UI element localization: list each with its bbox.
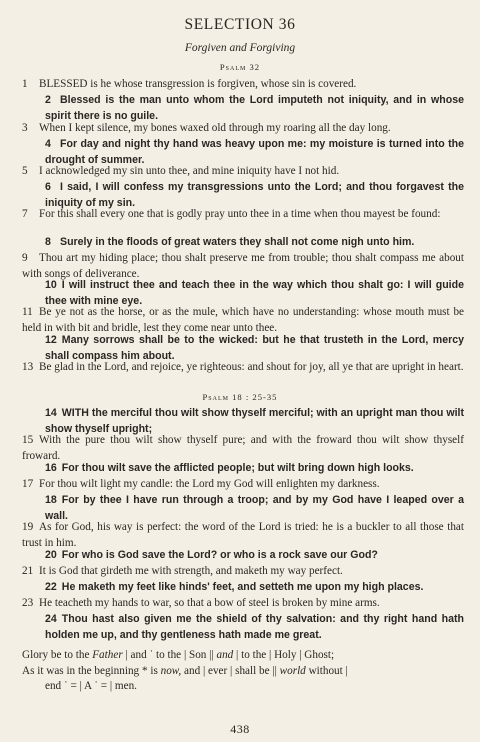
verse bbox=[22, 207, 464, 223]
verse-number: 21 bbox=[22, 565, 34, 577]
page-number: 438 bbox=[230, 722, 250, 736]
verse-text: It is God that girdeth me with strength, and maketh my way perfect. bbox=[39, 565, 343, 577]
verse-number: 18 bbox=[45, 494, 57, 506]
verse-text: He teacheth my hands to war, so that a bow of steel is broken by mine arms. bbox=[39, 597, 380, 609]
verse-number: 13 bbox=[22, 361, 34, 373]
verse-text: For thou wilt light my candle: the Lord my God will enlighten my darkness. bbox=[39, 478, 380, 490]
verse-text: For day and night thy hand was heavy upon me: my moisture is turned into the drought of summer. bbox=[45, 138, 464, 166]
verse-number: 7 bbox=[22, 208, 28, 220]
gloria-emphasis: and bbox=[216, 649, 234, 661]
gloria-text: | to the | Holy | Ghost; bbox=[233, 649, 335, 661]
verse bbox=[22, 564, 464, 580]
verse-number: 15 bbox=[22, 434, 34, 446]
verse-text: Thou art my hiding place; thou shalt preserve me from trouble; thou shalt compass me about with songs of deliverance. bbox=[22, 252, 464, 280]
response-verse bbox=[45, 93, 464, 124]
gloria-text: As it was in the beginning * is bbox=[22, 664, 161, 677]
verse-text: Many sorrows shall be to the wicked: but he that trusteth in the Lord, mercy shall compass him about. bbox=[45, 334, 464, 362]
verse-number: 8 bbox=[45, 236, 51, 248]
verse-text: I acknowledged my sin unto thee, and mine iniquity have I not hid. bbox=[39, 165, 340, 177]
gloria-line bbox=[22, 648, 464, 664]
verse bbox=[22, 164, 464, 180]
gloria-text: without | bbox=[305, 664, 348, 677]
verse-text: Surely in the floods of great waters they shall not come nigh unto him. bbox=[60, 236, 415, 248]
verse-number: 10 bbox=[45, 279, 57, 291]
verse bbox=[22, 360, 464, 376]
verse-number: 2 bbox=[45, 94, 51, 106]
gloria-line bbox=[22, 664, 464, 680]
verse-text: For who is God save the Lord? or who is a rock save our God? bbox=[61, 549, 378, 561]
verse-text: BLESSED is he whose transgression is forgiven, whose sin is covered. bbox=[39, 78, 357, 90]
verse bbox=[22, 596, 464, 612]
verse-number: 11 bbox=[22, 306, 33, 318]
verse-number: 23 bbox=[22, 597, 34, 609]
verse-text: He maketh my feet like hinds' feet, and setteth me upon my high places. bbox=[61, 581, 424, 593]
verse-text: Thou hast also given me the shield of thy salvation: and thy right hand hath holden me up, and thy gentleness hath made me great. bbox=[45, 613, 464, 641]
verse bbox=[22, 121, 464, 137]
selection-subtitle: Forgiven and Forgiving bbox=[184, 42, 296, 54]
gloria-patri bbox=[22, 648, 464, 695]
verse-text: As for God, his way is perfect: the word of the Lord is tried: he is a buckler to all those that trust in him. bbox=[22, 521, 464, 549]
verse-text: For this shall every one that is godly pray unto thee in a time when thou mayest be found: bbox=[39, 208, 441, 220]
gloria-line: end ˙ = | A ˙ = | men. bbox=[45, 680, 137, 693]
verse-text: For thou wilt save the afflicted people; but wilt bring down high looks. bbox=[61, 462, 414, 474]
verse-number: 6 bbox=[45, 181, 51, 193]
verse-number: 24 bbox=[45, 613, 57, 625]
selection-title: SELECTION 36 bbox=[184, 16, 296, 33]
verse-text: For by thee I have run through a troop; and by my God have I leaped over a wall. bbox=[45, 494, 464, 522]
verse-number: 1 bbox=[22, 78, 28, 90]
response-verse bbox=[45, 548, 464, 564]
verse bbox=[22, 433, 464, 464]
verse-number: 3 bbox=[22, 122, 28, 134]
gloria-emphasis: world bbox=[279, 664, 306, 677]
verse-text: When I kept silence, my bones waxed old through my roaring all the day long. bbox=[39, 122, 391, 134]
verse bbox=[22, 305, 464, 336]
verse bbox=[22, 477, 464, 493]
verse-number: 17 bbox=[22, 478, 34, 490]
verse-text: I will instruct thee and teach thee in the way which thou shalt go: I will guide thee with mine eye. bbox=[45, 279, 464, 307]
verse-number: 20 bbox=[45, 549, 57, 561]
verse-number: 12 bbox=[45, 334, 57, 346]
verse-text: WITH the merciful thou wilt show thyself merciful; with an upright man thou wilt show thyself upright; bbox=[45, 407, 464, 435]
psalm-heading: Psalm 32 bbox=[219, 62, 261, 72]
verse-number: 16 bbox=[45, 462, 57, 474]
verse-text: Blessed is the man unto whom the Lord imputeth not iniquity, and in whose spirit there is no guile. bbox=[45, 94, 464, 122]
gloria-text: and | ever | shall be || bbox=[181, 664, 280, 677]
response-verse bbox=[45, 461, 464, 477]
gloria-text: | and ˙ to the | Son || bbox=[122, 649, 217, 661]
gloria-text: Glory be to the bbox=[22, 649, 93, 661]
gloria-emphasis: now, bbox=[160, 664, 182, 677]
verse-number: 5 bbox=[22, 165, 28, 177]
response-verse bbox=[45, 580, 464, 596]
response-verse bbox=[45, 235, 464, 251]
gloria-emphasis: Father bbox=[92, 649, 123, 661]
verse-number: 19 bbox=[22, 521, 34, 533]
verse-number: 9 bbox=[22, 252, 28, 264]
psalm-heading: Psalm 18 : 25-35 bbox=[202, 392, 278, 402]
verse-number: 4 bbox=[45, 138, 51, 150]
verse bbox=[22, 520, 464, 551]
verse-text: Be glad in the Lord, and rejoice, ye righteous: and shout for joy, all ye that are upright in heart. bbox=[39, 361, 464, 373]
verse-text: I said, I will confess my transgressions unto the Lord; and thou forgavest the iniquity of my sin. bbox=[45, 181, 464, 209]
verse-text: With the pure thou wilt show thyself pure; and with the froward thou wilt show thyself froward. bbox=[22, 434, 464, 462]
verse-number: 14 bbox=[45, 407, 57, 419]
verse-number: 22 bbox=[45, 581, 57, 593]
verse-text: Be ye not as the horse, or as the mule, which have no understanding: whose mouth must be held in with bit and bridle, lest they come near unto thee. bbox=[22, 306, 464, 334]
response-verse bbox=[45, 612, 464, 643]
verse bbox=[22, 77, 464, 93]
